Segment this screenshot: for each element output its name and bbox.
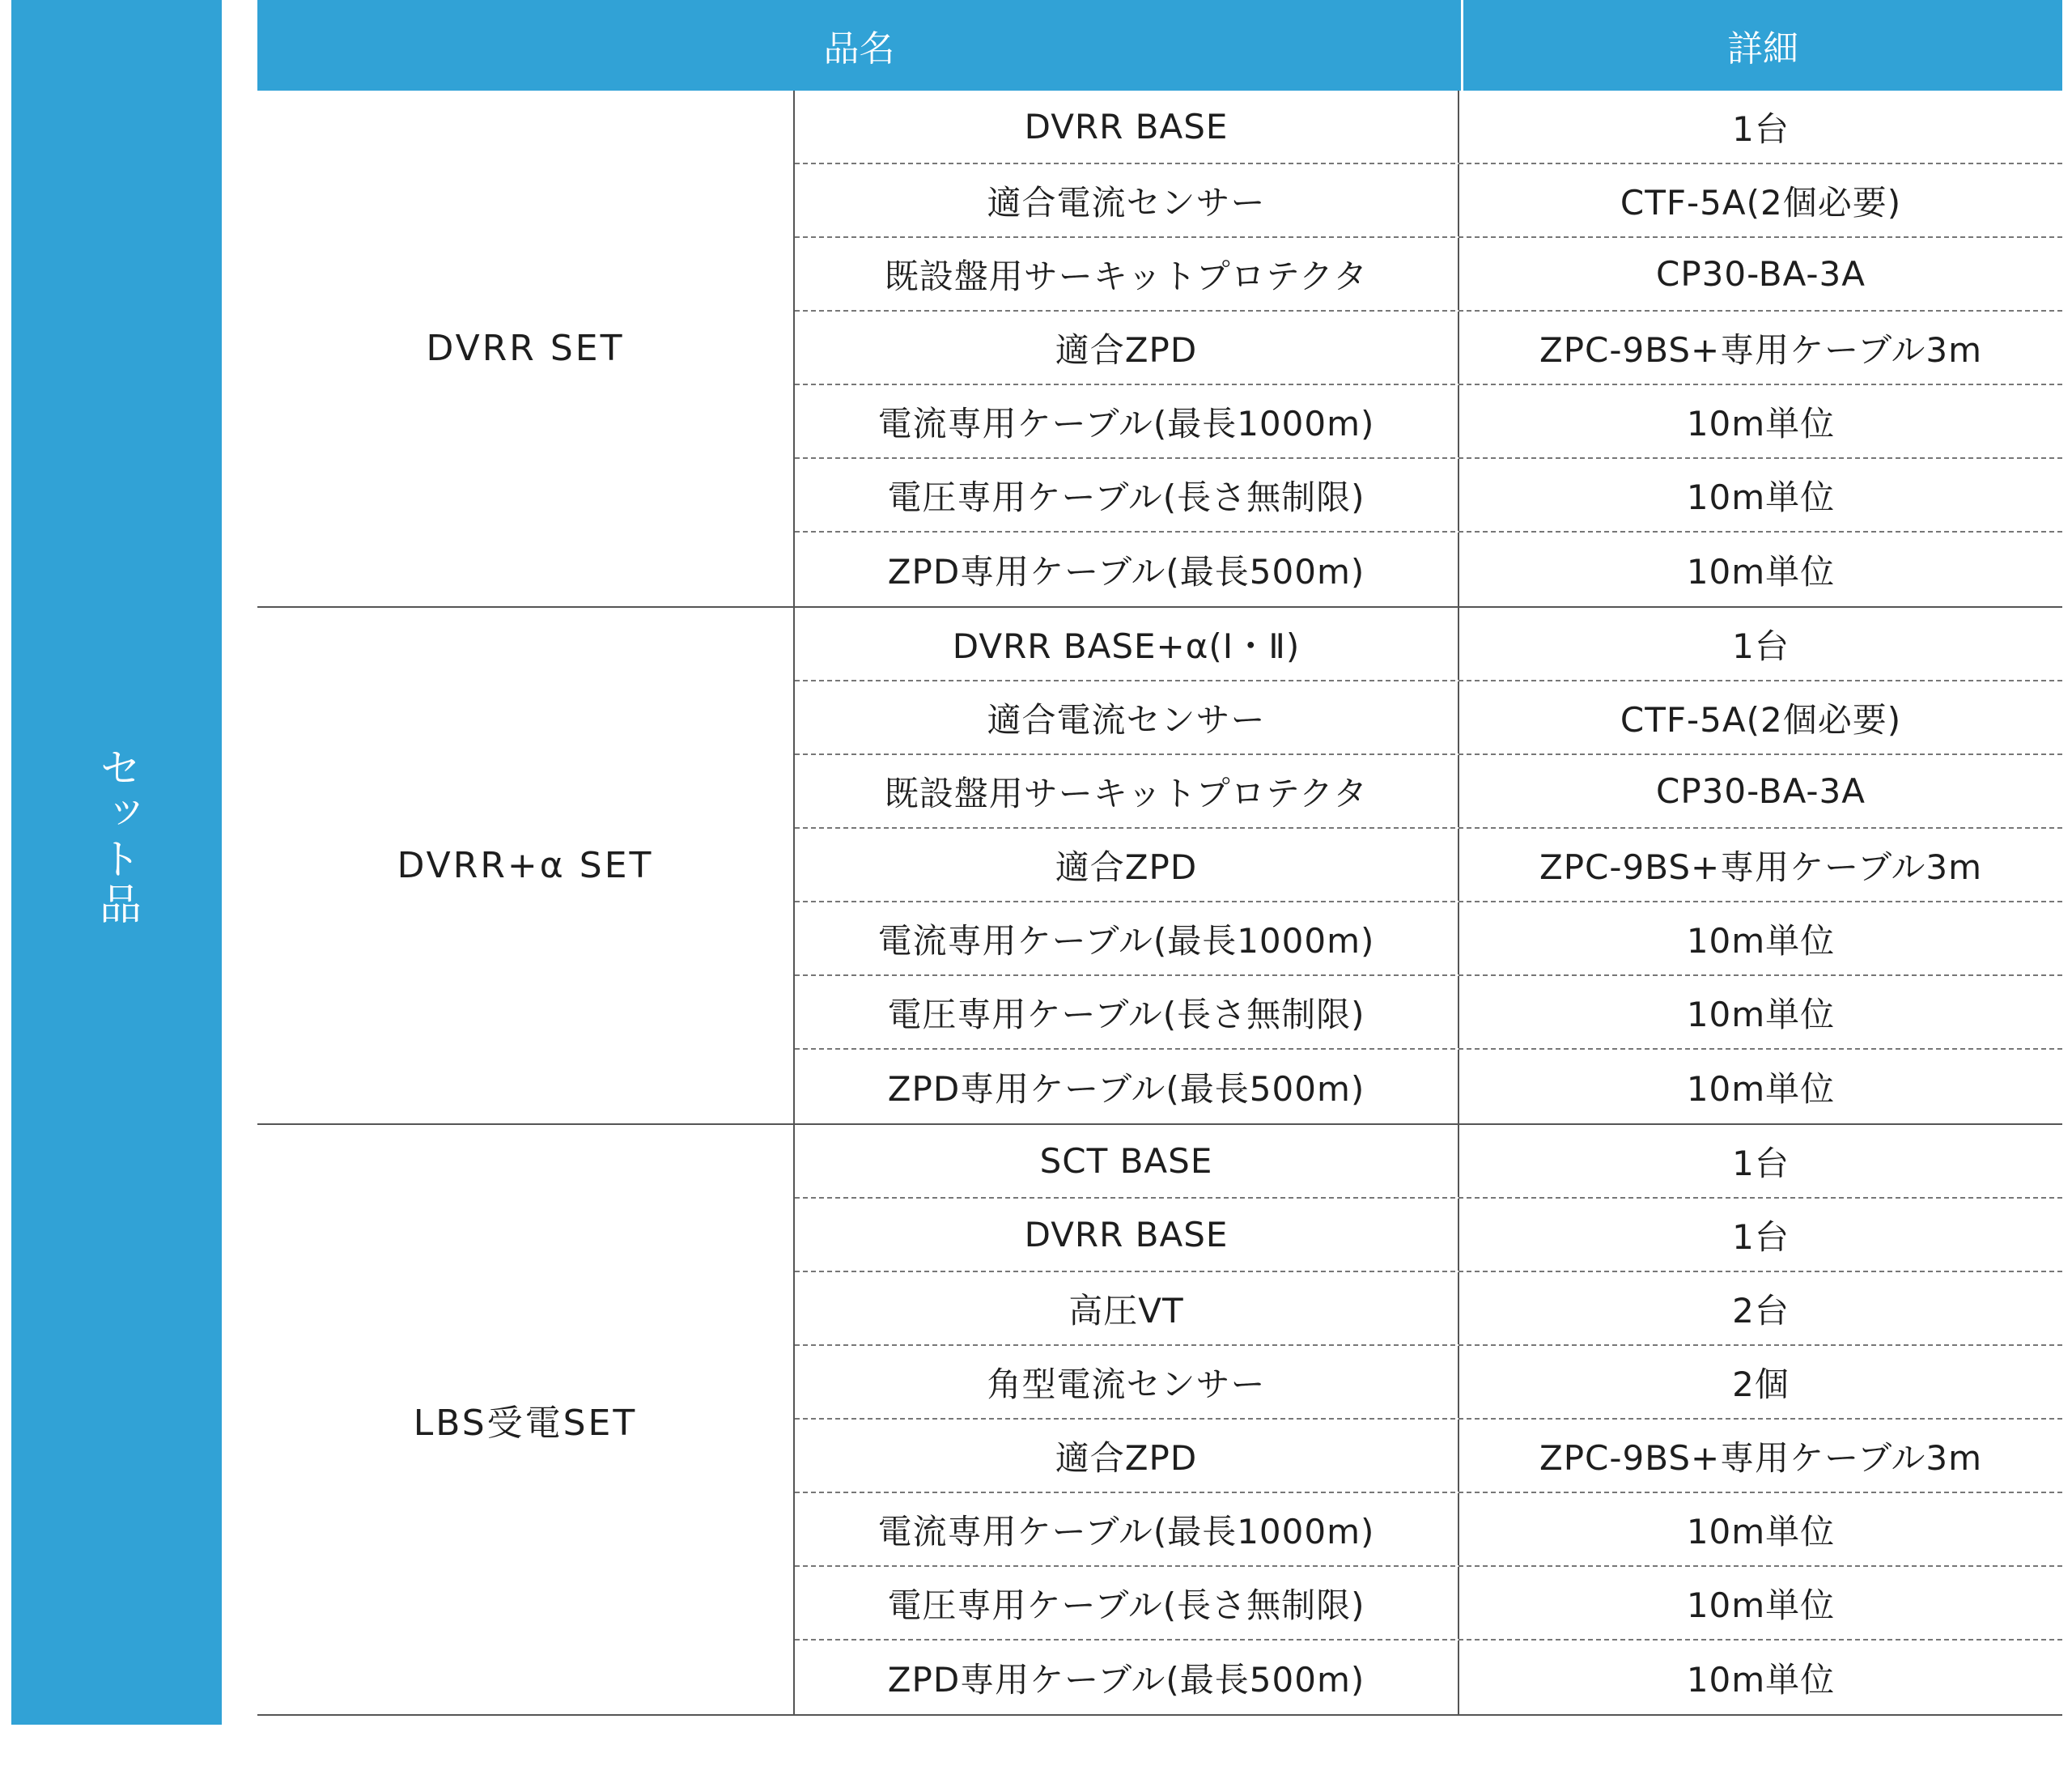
item-name: SCT BASE (795, 1125, 1459, 1197)
item-detail: 10m単位 (1686, 1511, 1836, 1551)
set-group (257, 91, 2062, 608)
header-detail: 詳細 (1727, 28, 1798, 70)
item-name: 既設盤用サーキットプロテクタ (795, 755, 1459, 827)
table-row (795, 681, 2062, 755)
table-row (795, 755, 2062, 829)
table-row (795, 312, 2062, 385)
table-row (795, 829, 2062, 902)
table-row (795, 1641, 2062, 1714)
item-detail: 1台 (1732, 626, 1790, 666)
category-band (11, 0, 222, 1725)
table-row (795, 459, 2062, 533)
table-header (257, 0, 2062, 91)
item-name: 電圧専用ケーブル(長さ無制限) (795, 1567, 1459, 1639)
item-name: 適合ZPD (795, 312, 1459, 384)
header-name: 品名 (823, 28, 895, 70)
table-row (795, 976, 2062, 1050)
item-detail: 10m単位 (1686, 403, 1836, 444)
item-name: 高圧VT (795, 1272, 1459, 1344)
item-name: 適合電流センサー (795, 164, 1459, 236)
item-detail: CP30-BA-3A (1656, 254, 1866, 294)
item-name: DVRR BASE (795, 91, 1459, 163)
item-name: ZPD専用ケーブル(最長500m) (795, 1050, 1459, 1123)
set-name: DVRR+α SET (257, 608, 795, 1123)
item-name: 適合ZPD (795, 1420, 1459, 1492)
table-row (795, 1125, 2062, 1199)
item-detail: 10m単位 (1686, 477, 1836, 517)
product-table (257, 0, 2062, 1716)
item-name: 角型電流センサー (795, 1346, 1459, 1418)
item-detail: 10m単位 (1686, 994, 1836, 1034)
table-row (795, 1050, 2062, 1123)
set-name: DVRR SET (257, 91, 795, 606)
item-name: 電流専用ケーブル(最長1000m) (795, 902, 1459, 974)
item-name: DVRR BASE (795, 1199, 1459, 1271)
item-detail: 2個 (1732, 1364, 1790, 1404)
set-group (257, 608, 2062, 1125)
item-detail: CP30-BA-3A (1656, 771, 1866, 811)
table-row (795, 902, 2062, 976)
table-row (795, 238, 2062, 312)
item-detail: CTF-5A(2個必要) (1620, 182, 1902, 223)
category-label: セット品 (91, 745, 141, 927)
table-row (795, 1420, 2062, 1493)
item-name: 適合ZPD (795, 829, 1459, 901)
item-detail: CTF-5A(2個必要) (1620, 699, 1902, 740)
item-detail: 10m単位 (1686, 1585, 1836, 1625)
item-name: 電流専用ケーブル(最長1000m) (795, 385, 1459, 457)
item-detail: ZPC-9BS+専用ケーブル3m (1539, 847, 1983, 887)
item-detail: 10m単位 (1686, 1068, 1836, 1109)
table-row (795, 385, 2062, 459)
item-detail: 1台 (1732, 1216, 1790, 1257)
table-row (795, 533, 2062, 606)
table-row (795, 1493, 2062, 1567)
item-detail: 10m単位 (1686, 1659, 1836, 1700)
table-row (795, 1272, 2062, 1346)
item-name: 適合電流センサー (795, 681, 1459, 753)
set-group (257, 1125, 2062, 1716)
table-row (795, 1567, 2062, 1641)
table-row (795, 1199, 2062, 1272)
item-name: 電流専用ケーブル(最長1000m) (795, 1493, 1459, 1565)
item-detail: 10m単位 (1686, 551, 1836, 592)
item-name: DVRR BASE+α(Ⅰ・Ⅱ) (795, 608, 1459, 680)
table-row (795, 164, 2062, 238)
table-row (795, 1346, 2062, 1420)
item-detail: 10m単位 (1686, 920, 1836, 961)
item-name: ZPD専用ケーブル(最長500m) (795, 1641, 1459, 1714)
item-detail: 1台 (1732, 1143, 1790, 1183)
table-row (795, 608, 2062, 681)
item-detail: ZPC-9BS+専用ケーブル3m (1539, 1437, 1983, 1478)
table-row (795, 91, 2062, 164)
item-name: ZPD専用ケーブル(最長500m) (795, 533, 1459, 606)
item-name: 既設盤用サーキットプロテクタ (795, 238, 1459, 310)
item-detail: ZPC-9BS+専用ケーブル3m (1539, 329, 1983, 370)
item-name: 電圧専用ケーブル(長さ無制限) (795, 459, 1459, 531)
item-detail: 2台 (1732, 1290, 1790, 1331)
item-name: 電圧専用ケーブル(長さ無制限) (795, 976, 1459, 1048)
set-name: LBS受電SET (257, 1125, 795, 1714)
item-detail: 1台 (1732, 108, 1790, 149)
